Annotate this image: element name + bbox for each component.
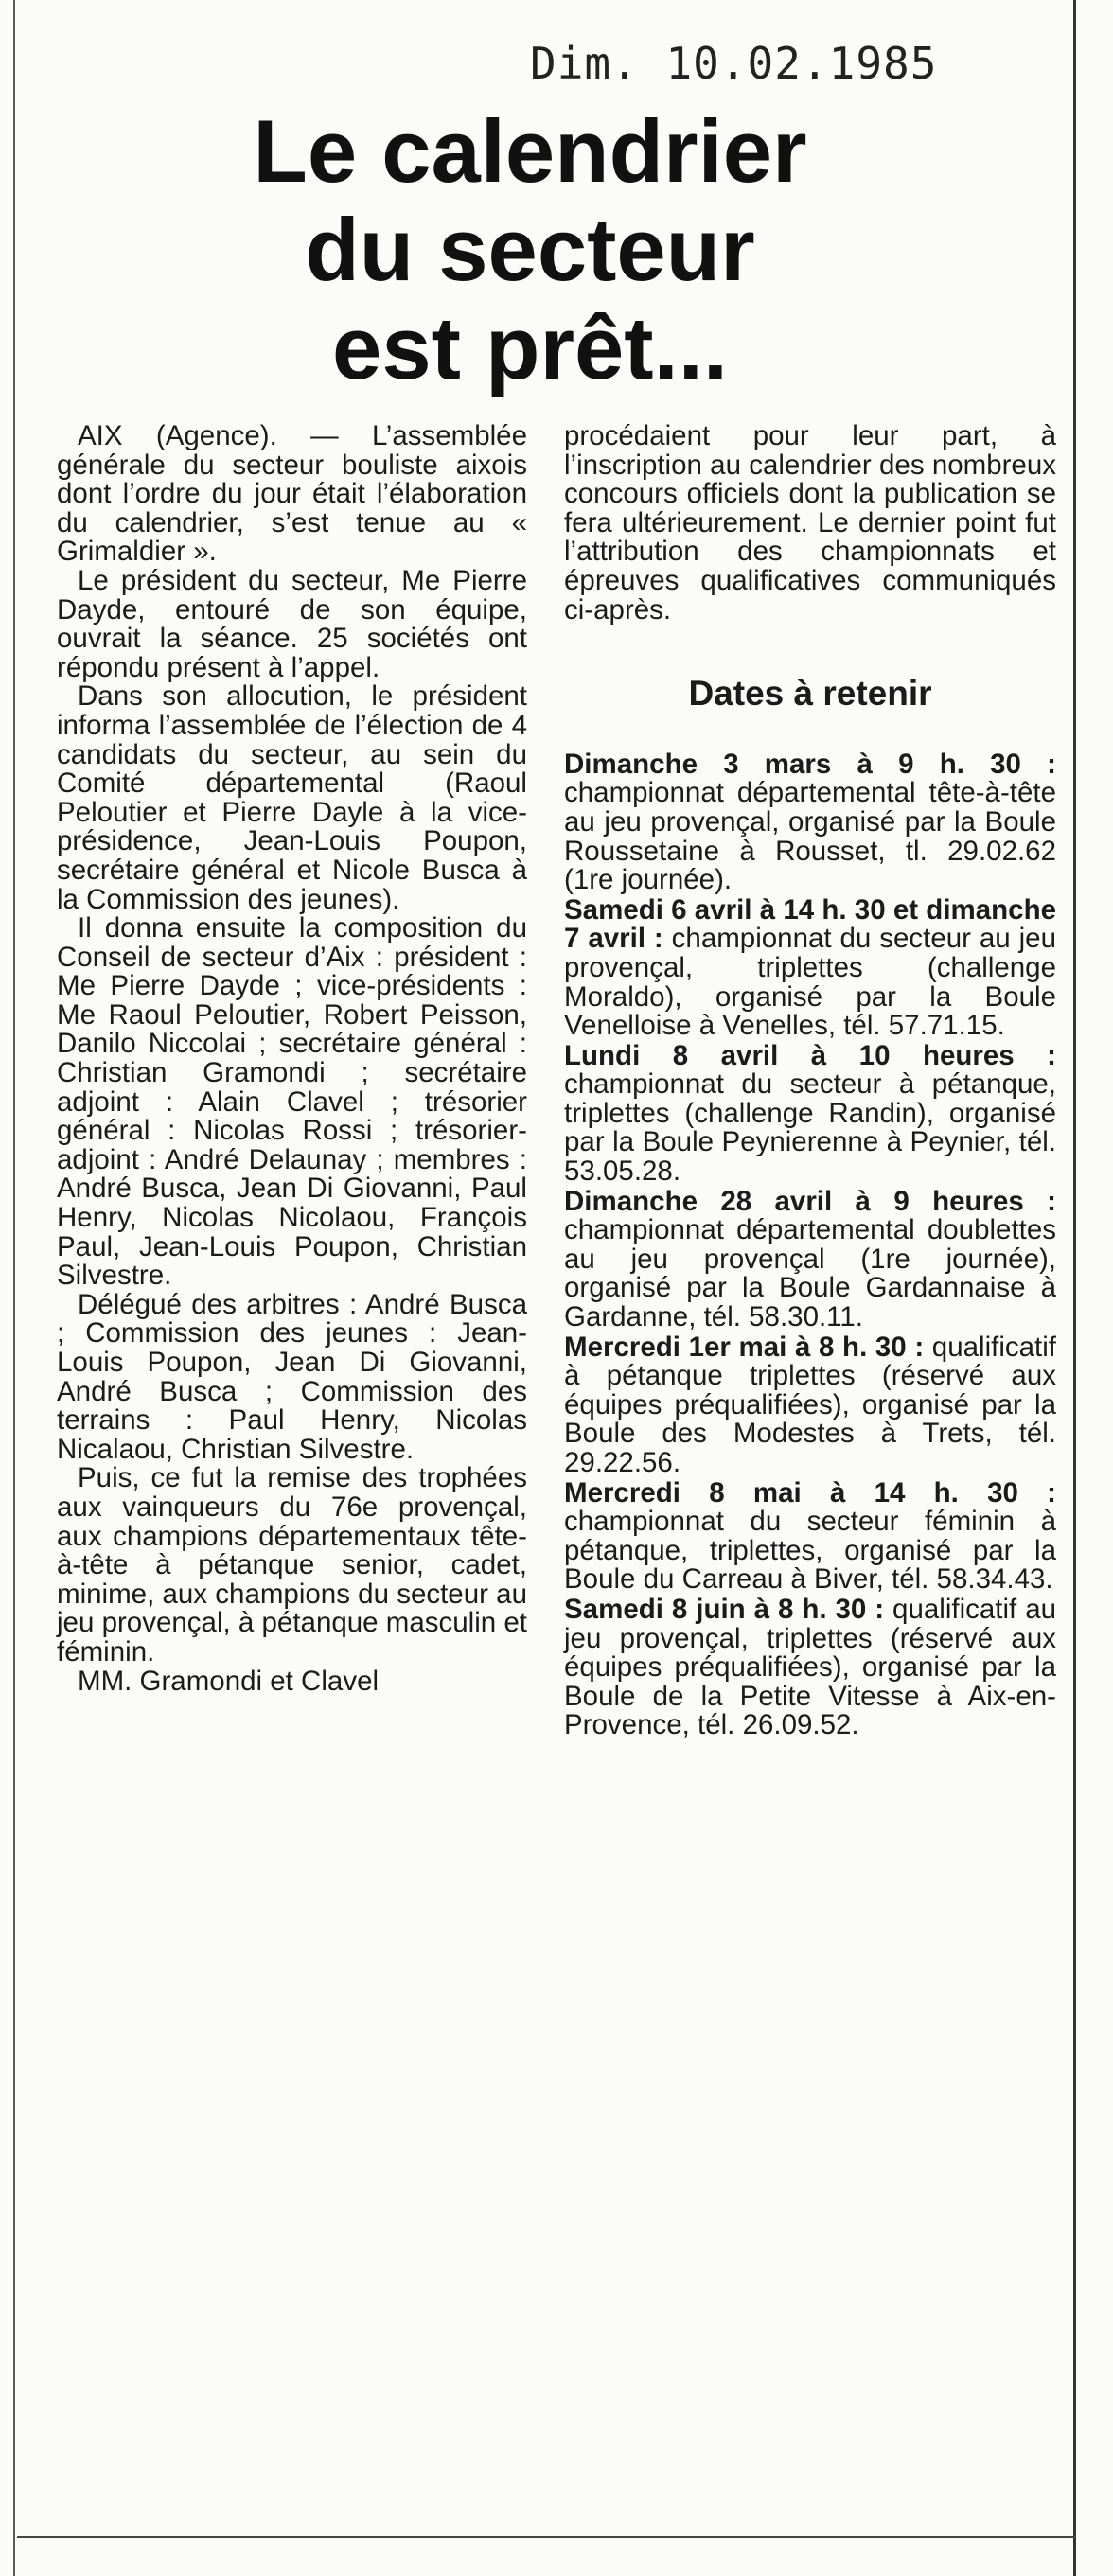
clipping-bottom-edge xyxy=(17,2536,1075,2538)
entry-date: Dimanche 28 avril à 9 heures : xyxy=(564,1185,1056,1217)
calendar-entry xyxy=(564,1333,1056,1478)
paragraph: MM. Gramondi et Clavel xyxy=(78,1665,380,1697)
title-line-3: est prêt... xyxy=(332,298,728,397)
entry-date: Mercredi 1er mai à 8 h. 30 : xyxy=(564,1331,925,1363)
calendar-entry xyxy=(564,1476,1056,1596)
paragraph: AIX (Agence). — L’assemblée générale du secteur bouliste aixois dont l’ordre du jour était l’élaboration du calendrier, s’est tenue au « Grimaldier ». xyxy=(57,420,527,568)
left-column xyxy=(57,422,527,1696)
paragraph: procédaient pour leur part, à l’inscription au calendrier des nombreux concours officiels dont la publication se fera ultérieurement. Le dernier point fut l’attribution des championnats et épreuves qualificatives communiqués ci-après. xyxy=(564,420,1056,626)
calendar-entry xyxy=(564,750,1056,895)
paragraph: Puis, ce fut la remise des trophées aux vainqueurs du 76e provençal, aux champions départementaux tête-à-tête à pétanque senior, cadet, minime, aux champions du secteur au jeu provençal, à pétanque masculin et féminin. xyxy=(57,1462,527,1667)
entry-date: Dimanche 3 mars à 9 h. 30 : xyxy=(564,748,1056,780)
entry-date: Samedi 6 avril à 14 h. 30 et dimanche 7 avril : xyxy=(564,893,1056,955)
calendar-entry xyxy=(564,1185,1056,1333)
entry-date: Lundi 8 avril à 10 heures : xyxy=(564,1039,1056,1071)
section-heading: Dates à retenir xyxy=(688,674,932,714)
entry-text: qualificatif à pétanque triplettes (réservé aux équipes préqualifiées), organisé par la Boule des Modestes à Trets, tél. 29.22.56. xyxy=(564,1331,1056,1478)
clipping-left-edge xyxy=(13,0,15,2576)
entry-text: championnat départemental tête-à-tête au jeu provençal, organisé par la Boule Roussetaine à Rousset, tl. 29.02.62 (1re journée). xyxy=(564,777,1056,896)
right-column xyxy=(564,422,1056,1741)
entry-text: championnat du secteur au jeu provençal, triplettes (challenge Moraldo), organisé par la Boule Venelloise à Venelles, tél. 57.71.15. xyxy=(564,923,1056,1042)
title-line-1: Le calendrier xyxy=(253,101,807,201)
entry-date: Samedi 8 juin à 8 h. 30 : xyxy=(564,1593,885,1625)
entry-text: championnat du secteur à pétanque, triplettes (challenge Randin), organisé par la Boule Peynierenne à Peynier, tél. 53.05.28. xyxy=(564,1068,1056,1188)
paragraph: Dans son allocution, le président informa l’assemblée de l’élection de 4 candidats du secteur, au sein du Comité départemental (Raoul Peloutier et Pierre Dayle à la vice-présidence, Jean-Louis Poupon, secrétaire général et Nicole Busca à la Commission des jeunes). xyxy=(57,680,527,915)
entry-text: qualificatif au jeu provençal, triplettes (réservé aux équipes préqualifiées), organisé par la Boule de la Petite Vitesse à Aix-en-Provence, tél. 26.09.52. xyxy=(564,1593,1057,1741)
calendar-entry xyxy=(564,893,1056,1042)
entry-date: Mercredi 8 mai à 14 h. 30 : xyxy=(564,1476,1056,1509)
calendar-entry xyxy=(564,1593,1057,1741)
handwritten-date: Dim. 10.02.1985 xyxy=(530,38,938,89)
title-line-2: du secteur xyxy=(305,200,755,299)
paragraph: Le président du secteur, Me Pierre Dayde, entouré de son équipe, ouvrait la séance. 25 sociétés ont répondu présent à l’appel. xyxy=(57,564,527,683)
entry-text: championnat du secteur féminin à pétanque, triplettes, organisé par la Boule du Carreau à Biver, tél. 58.34.43. xyxy=(564,1506,1056,1596)
article-title xyxy=(114,102,946,397)
paragraph: Il donna ensuite la composition du Conseil de secteur d’Aix : président : Me Pierre Dayde ; vice-présidents : Me Raoul Peloutier, Robert Peisson, Danilo Niccolai ; secrétaire général : Christian Gramondi ; secrétaire adjoint : Alain Clavel ; trésorier général : Nicolas Rossi ; trésorier-adjoint : André Delaunay ; membres : André Busca, Jean Di Giovanni, Paul Henry, Nicolas Nicolaou, François Paul, Jean-Louis Poupon, Christian Silvestre. xyxy=(57,912,527,1292)
calendar-entry xyxy=(564,1039,1056,1188)
paragraph: Délégué des arbitres : André Busca ; Commission des jeunes : Jean-Louis Poupon, Jean Di Giovanni, André Busca ; Commission des terrains : Paul Henry, Nicolas Nicalaou, Christian Silvestre. xyxy=(57,1288,527,1465)
clipping-right-edge xyxy=(1073,0,1076,2576)
entry-text: championnat départemental doublettes au jeu provençal (1re journée), organisé par la Boule Gardannaise à Gardanne, tél. 58.30.11. xyxy=(564,1214,1056,1333)
